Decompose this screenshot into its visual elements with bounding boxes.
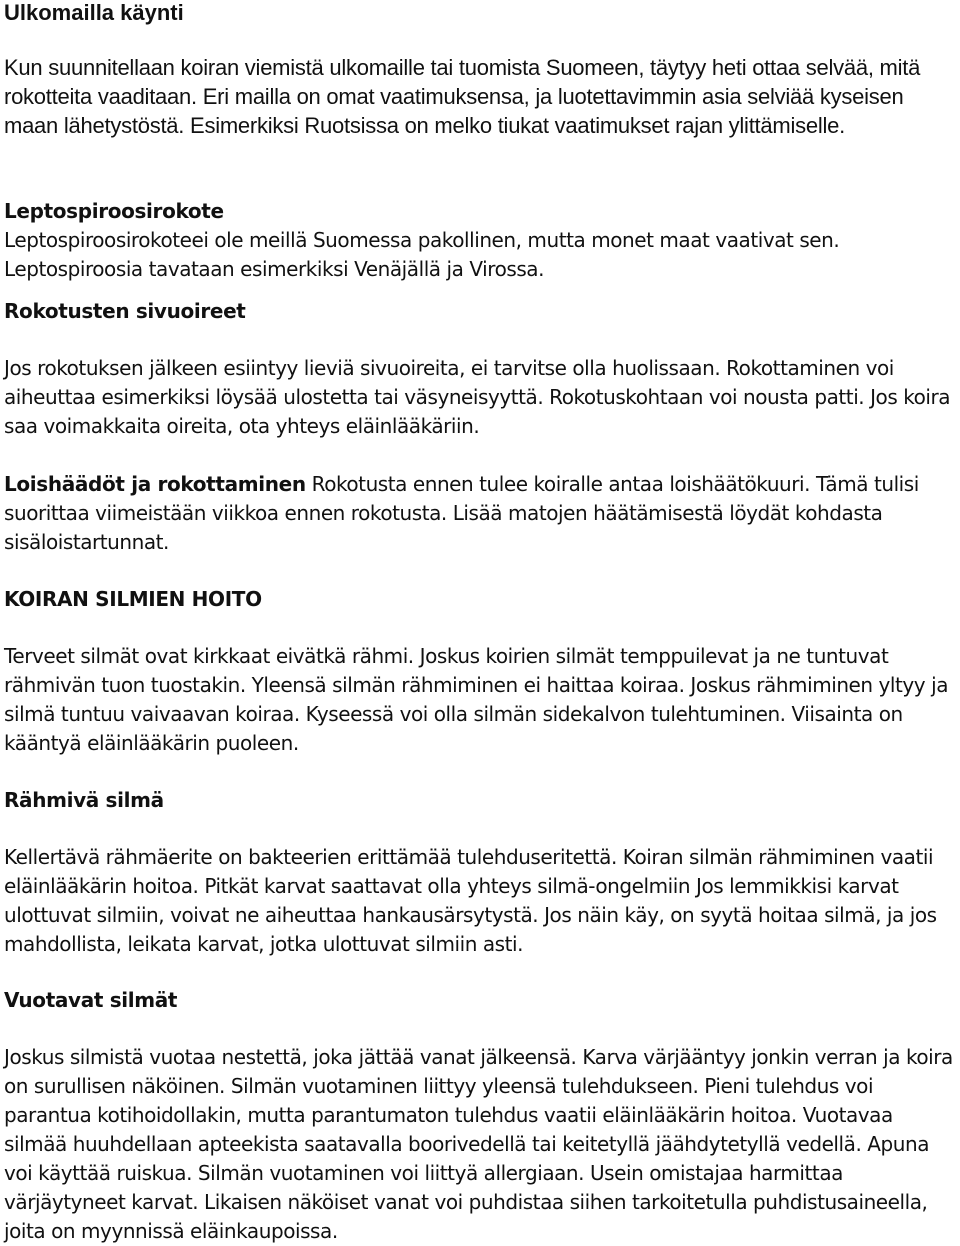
paragraph-eye-discharge: Kellertävä rähmäerite on bakteerien erittämää tulehduseritettä. Koiran silmän rähmiminen vaatii eläinlääkärin hoitoa. Pitkät karvat saattavat olla yhteys silmä-ongelmiin Jos lemmikkisi karvat ulottuvat silmiin, voivat ne aiheuttaa hankausärsytystä. Jos näin käy, on syytä hoitaa silmä, ja jos mahdollista, leikata karvat, jotka ulottuvat silmiin asti. <box>4 845 937 956</box>
heading-watery-eyes: Vuotavat silmät <box>4 988 178 1012</box>
heading-side-effects: Rokotusten sivuoireet <box>4 299 246 323</box>
paragraph-leptospirosis: Leptospiroosirokoteei ole meillä Suomessa pakollinen, mutta monet maat vaativat sen. Leptospiroosia tavataan esimerkiksi Venäjällä ja Virossa. <box>4 228 840 281</box>
paragraph-side-effects: Jos rokotuksen jälkeen esiintyy lieviä sivuoireita, ei tarvitse olla huolissaan. Rokottaminen voi aiheuttaa esimerkiksi löysää ulostetta tai väsyneisyyttä. Rokotuskohtaan voi nousta patti. Jos koira saa voimakkaita oireita, ota yhteys eläinlääkäriin. <box>4 356 951 438</box>
heading-abroad: Ulkomailla käynti <box>4 0 184 25</box>
paragraph-watery-eyes: Joskus silmistä vuotaa nestettä, joka jättää vanat jälkeensä. Karva värjääntyy jonkin verran ja koira on surullisen näköinen. Silmän vuotaminen liittyy yleensä tulehdukseen. Pieni tulehdus voi parantua kotihoidollakin, mutta parantumaton tulehdus vaatii eläinlääkärin hoitoa. Vuotavaa silmää huuhdellaan apteekista saatavalla boorivedellä tai keitetyllä jäähdytetyllä vedellä. Apuna voi käyttää ruiskua. Silmän vuotaminen voi liittyä allergiaan. Usein omistajaa harmittaa värjäytyneet karvat. Likaisen näköiset vanat voi puhdistaa siihen tarkoitetulla puhdistusaineella, joita on myynnissä eläinkaupoissa. <box>4 1045 953 1243</box>
text-parasites: Rokotusta ennen tulee koiralle antaa loishäätökuuri. Tämä tulisi suorittaa viimeistään viikkoa ennen rokotusta. Lisää matojen häätämisestä löydät kohdasta sisäloistartunnat. <box>4 472 919 554</box>
paragraph-abroad: Kun suunnitellaan koiran viemistä ulkomaille tai tuomista Suomeen, täytyy heti ottaa selvää, mitä rokotteita vaaditaan. Eri mailla on omat vaatimuksensa, ja luotettavimmin asia selviää kyseisen maan lähetystöstä. Esimerkiksi Ruotsissa on melko tiukat vaatimukset rajan ylittämiselle. <box>4 55 921 138</box>
heading-parasites: Loishäädöt ja rokottaminen <box>4 472 306 496</box>
paragraph-eye-care: Terveet silmät ovat kirkkaat eivätkä rähmi. Joskus koirien silmät temppuilevat ja ne tuntuvat rähmivän tuon tuostakin. Yleensä silmän rähmiminen ei haittaa koiraa. Joskus rähmiminen yltyy ja silmä tuntuu vaivaavan koiraa. Kyseessä voi olla silmän sidekalvon tulehtuminen. Viisainta on kääntyä eläinlääkärin puoleen. <box>4 644 949 755</box>
paragraph-parasites <box>4 470 954 557</box>
heading-eye-care: KOIRAN SILMIEN HOITO <box>4 587 262 611</box>
heading-eye-discharge: Rähmivä silmä <box>4 788 164 812</box>
heading-leptospirosis: Leptospiroosirokote <box>4 199 224 223</box>
